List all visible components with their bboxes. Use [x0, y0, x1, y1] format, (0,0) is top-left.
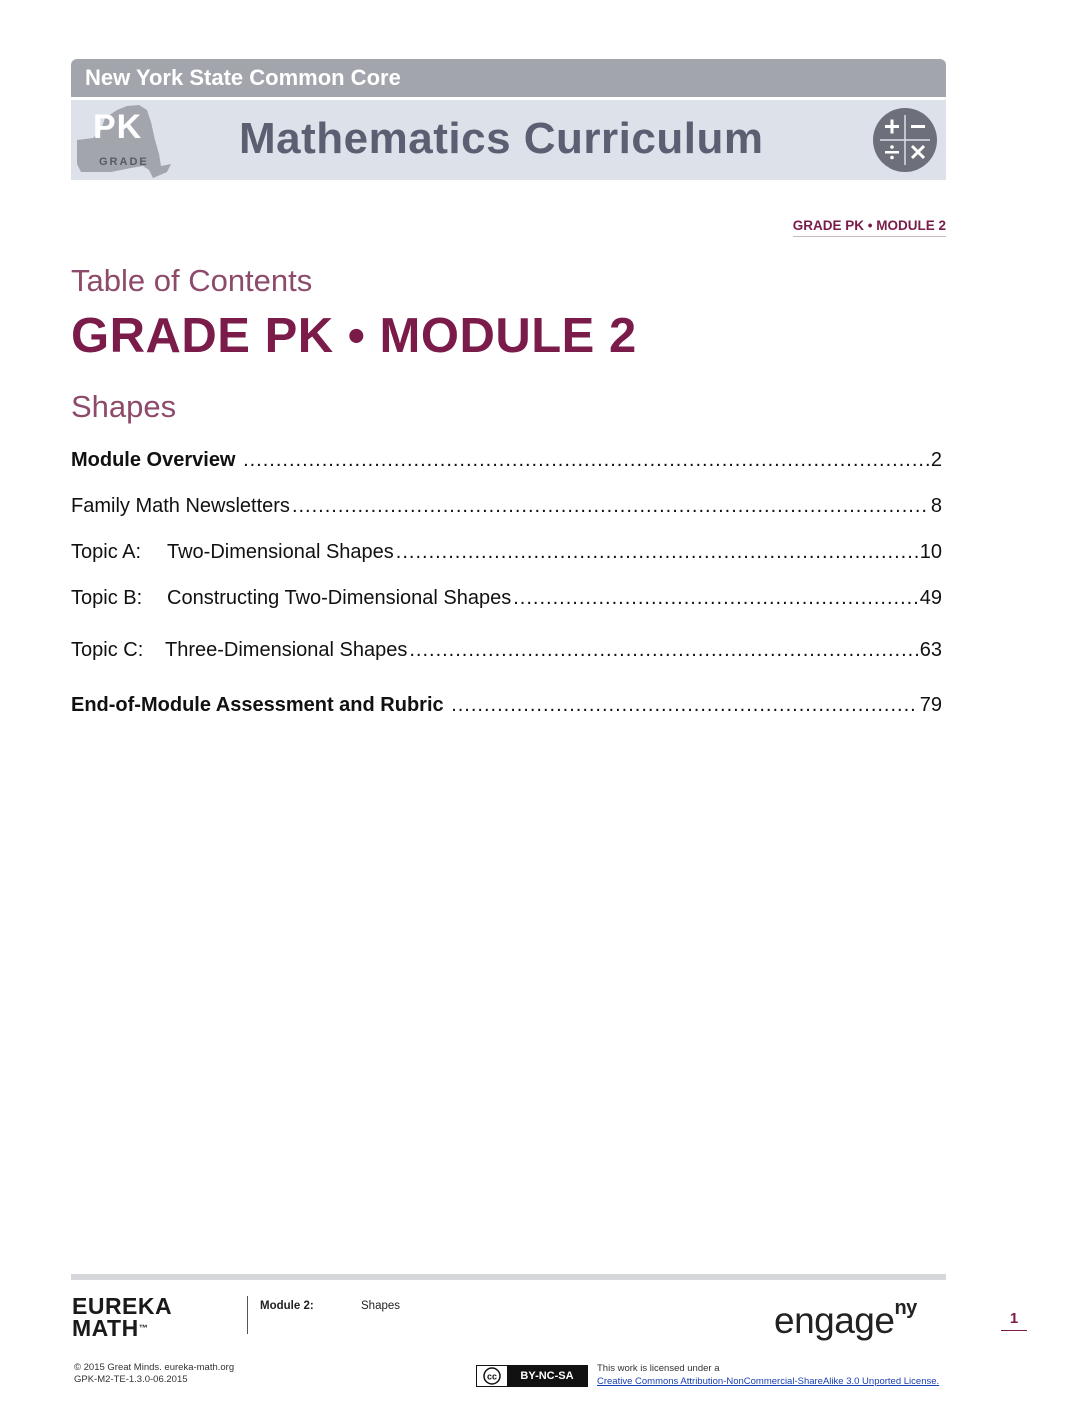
cc-icon-text: cc	[486, 1371, 498, 1382]
toc-page-number: 63	[919, 639, 942, 661]
toc-entry-label: Two-Dimensional Shapes	[167, 541, 394, 563]
toc-topic-id: Topic B:	[71, 587, 143, 609]
toc-entry-label: Module Overview	[71, 449, 242, 471]
toc-leader-dots	[513, 587, 918, 610]
grade-small-label: GRADE	[99, 156, 149, 168]
license-link[interactable]: Creative Commons Attribution-NonCommercial-ShareAlike 3.0 Unported License.	[597, 1376, 940, 1387]
header-top-bar	[71, 59, 946, 97]
module-subtitle: Shapes	[71, 389, 177, 424]
page-number: 1	[1001, 1310, 1027, 1331]
running-head: GRADE PK • MODULE 2	[793, 218, 946, 237]
license-line: This work is licensed under a	[597, 1363, 720, 1374]
toc-entry-label: Constructing Two-Dimensional Shapes	[167, 587, 512, 609]
engage-text: engage	[774, 1300, 895, 1341]
grade-badge: PK	[93, 108, 143, 146]
toc-entry-label: Three-Dimensional Shapes	[165, 639, 408, 661]
eureka-math-logo	[72, 1295, 172, 1339]
toc-leader-dots	[292, 495, 929, 518]
toc-page-number: 49	[919, 587, 942, 609]
header-band	[71, 100, 946, 180]
toc-entry-topic-c[interactable]	[71, 639, 942, 667]
copyright-line: © 2015 Great Minds. eureka-math.org	[74, 1362, 235, 1373]
toc-page-number: 79	[919, 694, 942, 716]
math-operations-icon	[872, 107, 938, 173]
module-title: GRADE PK • MODULE 2	[71, 309, 637, 363]
toc-heading: Table of Contents	[71, 263, 313, 298]
logo-trademark: ™	[138, 1323, 149, 1333]
toc-leader-dots	[396, 541, 918, 564]
toc-page-number: 10	[919, 541, 942, 563]
cc-icon	[477, 1366, 507, 1386]
toc-page-number: 8	[930, 495, 942, 517]
cc-circle-icon	[483, 1367, 501, 1385]
toc-entry-module-overview[interactable]	[71, 449, 942, 477]
footer-vertical-divider	[247, 1296, 248, 1334]
toc-topic-id: Topic A:	[71, 541, 142, 563]
toc-entry-topic-b[interactable]	[71, 587, 942, 615]
footer-module-label: Module 2:	[260, 1300, 314, 1312]
footer-module-name: Shapes	[361, 1300, 401, 1312]
toc-entry-family-newsletters[interactable]	[71, 495, 942, 523]
curriculum-title: Mathematics Curriculum	[239, 114, 764, 163]
toc-topic-id: Topic C:	[71, 639, 144, 661]
logo-line-1: EUREKA	[72, 1293, 173, 1319]
toc-entry-label: Family Math Newsletters	[71, 495, 290, 517]
creative-commons-badge[interactable]	[476, 1365, 588, 1387]
toc-page-number: 2	[930, 449, 942, 471]
engageny-logo	[774, 1296, 917, 1342]
toc-leader-dots	[451, 694, 918, 717]
toc-entry-label: End-of-Module Assessment and Rubric	[71, 694, 450, 716]
document-code: GPK-M2-TE-1.3.0-06.2015	[74, 1374, 188, 1385]
cc-badge-text: BY-NC-SA	[507, 1366, 587, 1386]
toc-leader-dots	[243, 449, 929, 472]
engage-sup: ny	[894, 1296, 917, 1319]
toc-entry-topic-a[interactable]	[71, 541, 942, 569]
header-top-text: New York State Common Core	[85, 65, 401, 90]
toc-entry-end-of-module-assessment[interactable]	[71, 694, 942, 722]
toc-leader-dots	[409, 639, 917, 662]
copyright-block	[74, 1362, 234, 1386]
logo-line-2: MATH	[72, 1315, 139, 1341]
license-block	[597, 1362, 939, 1388]
footer-divider-bar	[71, 1274, 946, 1280]
